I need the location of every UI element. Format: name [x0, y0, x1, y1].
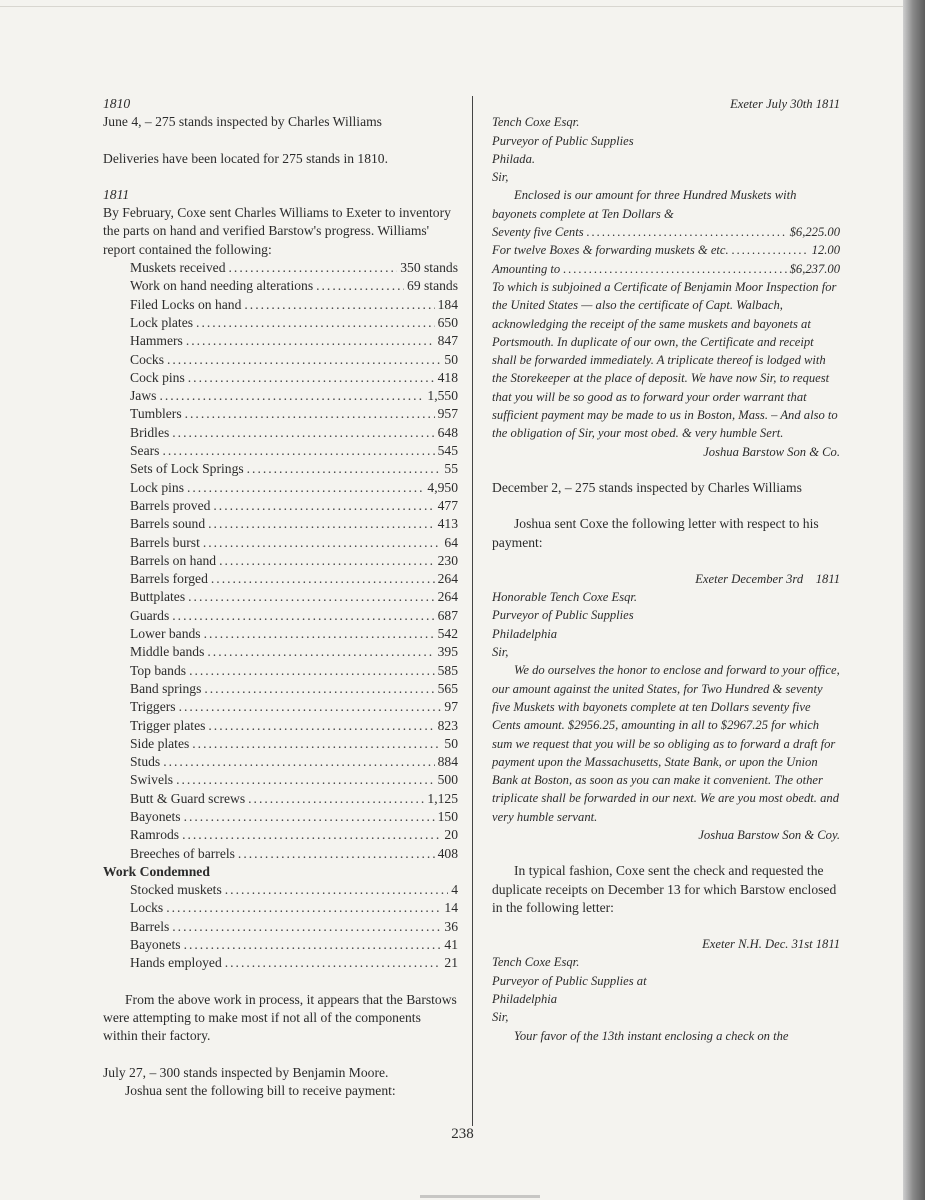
- inventory-label: Barrels proved: [130, 497, 211, 513]
- letter3-addressee: Tench Coxe Esqr.: [492, 955, 580, 970]
- inventory-label: Locks: [130, 900, 164, 916]
- inventory-row: [103, 552, 458, 570]
- inventory-row: [103, 662, 458, 680]
- inventory-label: Top bands: [130, 662, 187, 678]
- inventory-row: [103, 790, 458, 808]
- inventory-value: 4,950: [427, 479, 458, 495]
- inventory-value: 585: [437, 662, 458, 678]
- inventory-value: 823: [437, 717, 458, 733]
- line-label: Amounting to: [492, 261, 561, 276]
- inventory-value: 1,550: [427, 388, 458, 404]
- letter1-body: To which is subjoined a Certificate of Benjamin Moor Inspection for the United States — also the certificate of Capt. Walbach, acknowledging the receipt of the same muskets and bayonets at Portsmouth. In duplicate of our own, the Certificate and receipt shall be forwarded immediately. A triplicate thereof is lodged with the Storekeeper at the place of deposit. We have now Sir, to request that you will be so good as to forward your order warrant that sufficient payment may be made to us in Boston, Mass. – And also to the obligation of Sir, your most obed. & very humble Sert.: [492, 279, 838, 441]
- inventory-value: 230: [437, 552, 458, 568]
- line-label: For twelve Boxes & forwarding muskets & etc.: [492, 243, 729, 258]
- inventory-value: 1,125: [427, 790, 458, 806]
- condemned-list: [103, 881, 458, 972]
- inventory-label: Jaws: [130, 388, 157, 404]
- inventory-value: 97: [444, 699, 458, 715]
- inventory-label: Tumblers: [130, 406, 182, 422]
- letter3-body: Your favor of the 13th instant enclosing a check on the: [514, 1028, 789, 1043]
- inventory-row: [103, 588, 458, 606]
- inventory-row: [103, 643, 458, 661]
- inventory-value: 650: [437, 314, 458, 330]
- inventory-row: [103, 771, 458, 789]
- inventory-row: [103, 808, 458, 826]
- inventory-row: [103, 881, 458, 899]
- inventory-row: [103, 460, 458, 478]
- inventory-label: Cock pins: [130, 369, 185, 385]
- letter1-title: Purveyor of Public Supplies: [492, 133, 634, 148]
- letter3-dateline: Exeter N.H. Dec. 31st 1811: [702, 937, 840, 952]
- inventory-row: [103, 515, 458, 533]
- inventory-value: 64: [444, 534, 458, 550]
- inventory-value: 264: [437, 589, 458, 605]
- joshua-bill-intro: Joshua sent the following bill to receive payment:: [125, 1082, 396, 1098]
- inventory-value: 648: [437, 424, 458, 440]
- inventory-value: 565: [437, 680, 458, 696]
- inventory-row: [103, 277, 458, 295]
- letter3-title: Purveyor of Public Supplies at: [492, 973, 647, 988]
- letter1-dateline: Exeter July 30th 1811: [730, 97, 840, 111]
- inventory-row: [103, 845, 458, 863]
- inventory-row: [103, 424, 458, 442]
- inventory-row: [103, 314, 458, 332]
- letter2-salutation: Sir,: [492, 645, 509, 660]
- typical-fashion-paragraph: In typical fashion, Coxe sent the check and requested the duplicate receipts on December 13 for which Barstow enclosed in the following letter:: [492, 863, 837, 915]
- letter1-line-seventy: [492, 223, 840, 241]
- inventory-row: [103, 918, 458, 936]
- inventory-value: 264: [437, 571, 458, 587]
- inventory-row: [103, 954, 458, 972]
- dec2-entry: December 2, – 275 stands inspected by Charles Williams: [492, 479, 802, 495]
- inventory-value: 50: [444, 351, 458, 367]
- inventory-row: [103, 369, 458, 387]
- inventory-label: Barrels forged: [130, 571, 208, 587]
- inventory-label: Trigger plates: [130, 717, 206, 733]
- inventory-label: Barrels on hand: [130, 552, 217, 568]
- inventory-value: 408: [437, 845, 458, 861]
- inventory-label: Bayonets: [130, 937, 181, 953]
- inventory-value: 36: [444, 918, 458, 934]
- inventory-value: 545: [437, 443, 458, 459]
- inventory-row: [103, 442, 458, 460]
- line-value: $6,225.00: [789, 225, 840, 240]
- june4-entry: June 4, – 275 stands inspected by Charles Williams: [103, 114, 382, 130]
- inventory-row: [103, 479, 458, 497]
- inventory-value: 4: [451, 882, 458, 898]
- inventory-value: 418: [437, 369, 458, 385]
- inventory-label: Muskets received: [130, 260, 226, 276]
- inventory-row: [103, 351, 458, 369]
- letter-december-31: [492, 935, 840, 1045]
- letter1-addressee: Tench Coxe Esqr.: [492, 115, 580, 130]
- inventory-value: 41: [444, 937, 458, 953]
- letter2-city: Philadelphia: [492, 626, 558, 641]
- inventory-label: Cocks: [130, 351, 164, 367]
- letter1-line-boxes: [492, 241, 840, 259]
- inventory-label: Lock pins: [130, 479, 184, 495]
- inventory-label: Sears: [130, 443, 160, 459]
- inventory-value: 500: [437, 772, 458, 788]
- inventory-label: Work on hand needing alterations: [130, 278, 314, 294]
- inventory-label: Hands employed: [130, 955, 222, 971]
- inventory-value: 395: [437, 644, 458, 660]
- letter1-line-total: [492, 260, 840, 278]
- inventory-row: [103, 497, 458, 515]
- inventory-value: 21: [444, 955, 458, 971]
- inventory-row: [103, 405, 458, 423]
- inventory-list: [103, 259, 458, 863]
- inventory-value: 957: [437, 406, 458, 422]
- left-column: [103, 95, 458, 1100]
- inventory-value: 55: [444, 461, 458, 477]
- inventory-label: Butt & Guard screws: [130, 790, 246, 806]
- from-above-paragraph: From the above work in process, it appears that the Barstows were attempting to make most if not all of the components within their factory.: [103, 991, 457, 1044]
- inventory-label: Barrels sound: [130, 516, 206, 532]
- inventory-row: [103, 735, 458, 753]
- inventory-value: 184: [437, 296, 458, 312]
- letter3-city: Philadelphia: [492, 992, 558, 1007]
- page-top-edge: [0, 6, 903, 7]
- line-value: $6,237.00: [789, 261, 840, 276]
- letter1-body-intro: Enclosed is our amount for three Hundred Muskets with bayonets complete at Ten Dollars &: [492, 188, 797, 221]
- inventory-row: [103, 753, 458, 771]
- book-spine-shadow: [903, 0, 925, 1200]
- inventory-value: 847: [437, 333, 458, 349]
- right-column: [492, 95, 840, 1045]
- inventory-label: Bayonets: [130, 808, 181, 824]
- inventory-row: [103, 607, 458, 625]
- inventory-value: 14: [444, 900, 458, 916]
- letter2-dateline: Exeter December 3rd 1811: [695, 571, 840, 586]
- inventory-label: Lock plates: [130, 314, 194, 330]
- letter2-addressee: Honorable Tench Coxe Esqr.: [492, 590, 638, 605]
- inventory-row: [103, 717, 458, 735]
- inventory-value: 542: [437, 626, 458, 642]
- year-1810-heading: 1810: [103, 96, 131, 111]
- inventory-row: [103, 332, 458, 350]
- inventory-value: 20: [444, 827, 458, 843]
- line-value: 12.00: [811, 243, 840, 258]
- inventory-label: Middle bands: [130, 644, 205, 660]
- inventory-label: Buttplates: [130, 589, 186, 605]
- inventory-value: 687: [437, 607, 458, 623]
- inventory-label: Sets of Lock Springs: [130, 461, 244, 477]
- inventory-row: [103, 899, 458, 917]
- inventory-label: Side plates: [130, 735, 190, 751]
- year-1811-heading: 1811: [103, 186, 130, 202]
- work-condemned-heading: Work Condemned: [103, 863, 210, 879]
- letter3-salutation: Sir,: [492, 1010, 509, 1025]
- joshua-coxe-intro: Joshua sent Coxe the following letter with respect to his payment:: [492, 516, 819, 550]
- inventory-label: Bridles: [130, 424, 170, 440]
- inventory-row: [103, 296, 458, 314]
- inventory-row: [103, 570, 458, 588]
- inventory-row: [103, 936, 458, 954]
- letter2-body: We do ourselves the honor to enclose and forward to your office, our amount against the united States, for Two Hundred & seventy five Muskets with bayonets complete at ten Dollars seventy five Cents amount. $2956.25, amounting in all to $2967.25 for which sum we request that you will be so obliging as to forward a draft for payment upon the Massachusetts, State Bank, or upon the Union Bank at Boston, as soon as you can make it convenient. The other triplicate shall be forwarded in our next. We are you most obedt. and very humble servant.: [492, 663, 840, 824]
- inventory-row: [103, 680, 458, 698]
- letter1-signature: Joshua Barstow Son & Co.: [703, 444, 840, 459]
- line-label: Seventy five Cents: [492, 225, 584, 240]
- letter1-salutation: Sir,: [492, 170, 509, 185]
- inventory-row: [103, 534, 458, 552]
- inventory-row: [103, 698, 458, 716]
- inventory-label: Barrels burst: [130, 534, 200, 550]
- scan-artifact: [420, 1195, 540, 1198]
- inventory-label: Filed Locks on hand: [130, 296, 242, 312]
- letter2-signature: Joshua Barstow Son & Coy.: [698, 827, 840, 842]
- letter-december-3: [492, 570, 840, 844]
- inventory-row: [103, 259, 458, 277]
- inventory-value: 884: [437, 754, 458, 770]
- deliveries-note: Deliveries have been located for 275 stands in 1810.: [103, 150, 389, 166]
- page-number: 238: [451, 1126, 474, 1142]
- inventory-label: Ramrods: [130, 827, 180, 843]
- letter2-title: Purveyor of Public Supplies: [492, 608, 634, 623]
- inventory-label: Triggers: [130, 699, 176, 715]
- inventory-label: Breeches of barrels: [130, 845, 235, 861]
- inventory-value: 69 stands: [407, 278, 458, 294]
- inventory-label: Studs: [130, 754, 161, 770]
- inventory-value: 413: [437, 516, 458, 532]
- inventory-row: [103, 387, 458, 405]
- inventory-row: [103, 826, 458, 844]
- column-divider: [472, 96, 473, 1126]
- inventory-row: [103, 625, 458, 643]
- inventory-label: Stocked muskets: [130, 882, 222, 898]
- letter1-city: Philada.: [492, 151, 536, 166]
- inventory-label: Guards: [130, 607, 170, 623]
- inventory-value: 150: [437, 808, 458, 824]
- letter-july-30: [492, 95, 840, 461]
- inventory-label: Band springs: [130, 680, 202, 696]
- inventory-value: 50: [444, 735, 458, 751]
- inventory-label: Swivels: [130, 772, 174, 788]
- inventory-value: 477: [437, 497, 458, 513]
- inventory-label: Barrels: [130, 918, 170, 934]
- inventory-label: Lower bands: [130, 626, 201, 642]
- inventory-label: Hammers: [130, 333, 183, 349]
- february-paragraph: By February, Coxe sent Charles Williams to Exeter to inventory the parts on hand and verified Barstow's progress. Williams' report contained the following:: [103, 205, 451, 257]
- july27-entry: July 27, – 300 stands inspected by Benjamin Moore.: [103, 1064, 389, 1080]
- inventory-value: 350 stands: [400, 260, 458, 276]
